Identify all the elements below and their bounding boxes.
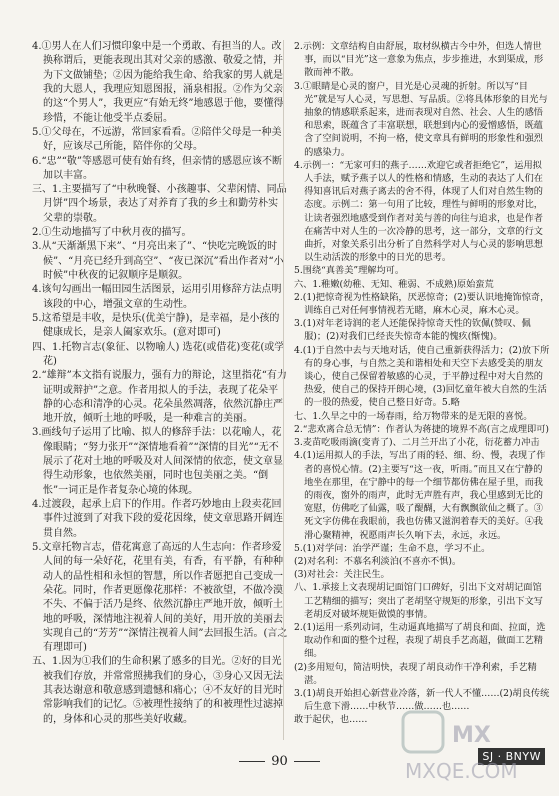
answer-entry: 4.①男人在人们习惯印象中是一个勇敢、有担当的人。改换称谓后，更能表现出其对父亲的感激、敬爱之情，并为下文做铺垫；②因为能给我生命、给我家的男人就是我的大恩人，我理应知恩图报，涌泉相报。②作为父亲的这“个男人”，我更应“有始无终”地感恩于他，要懂得珍惜，不能让他受半点委屈。 [32,41,284,124]
answer-entry: 2.示例：文章结构自由舒展，取材纵横古今中外，但选人情世事，而以“目光”这一意象为焦点，步步推进，水到渠成，形散而神不散。 [294,41,544,79]
answer-entry: 5.①父母在，不远游，常回家看看。②陪伴父母是一种美好，应该尽己所能，陪伴你的父母。 [32,126,282,153]
svg-text:MXQE.COM: MXQE.COM [405,759,518,783]
answer-entry: 4.(1)运用拟人的手法，写出了雨的轻、细、纷、慢，表现了作者的喜悦心情。(2)主要写“这一夜，听雨。”而且又在宁静的地坐在那里，在宁静中的每一个细节都仿佛在屋子里，而我的雨夜，窗外的雨声，此时无声胜有声，我心里感到无比的宽慰，仿佛吃了仙露，吸了醍醐，大有飘飘欲仙之概了。③死文字仿佛在我眼前，我也仿佛又滋润着春天的美好。④我滑心聚精神，祝愿雨声长久响下去，永远，永远。 [294,450,546,541]
answer-entry: 3.画线句子运用了比喻、拟人的修辞手法：以花喻人，花像眼睛；“努力张开”“深情地看着”“深情的目光”“无不展示了花对土地的呼吸及对人间深情的依恋，使文章显得生动形象，也依然美丽，同时也包美丽之美。“倒怅”一词正是作者复杂心境的体现。 [32,427,283,496]
book-code-badge: SJ · BNYW [478,748,545,765]
answer-entry: 3.从“天渐渐黑下来”、“月亮出来了”、“快吃完晚饭的时候”、“月亮已经升到高空”、“夜已深沉”看出作者对“小时候”中秋夜的记叙顺序是顺叙。 [32,241,284,281]
answer-entry: 三、1.主要描写了“中秋晚餐、小孩趣事、父辈闲情、同品月饼”四个场景，表达了对养育了我的乡土和勤劳朴实父辈的崇敬。 [32,184,287,224]
column-divider [283,40,284,740]
right-column [294,40,550,727]
answer-entry: 3.(1)胡良开始担心新营业冷落，新一代人不懂……(2)胡良传统后生意下滑……中秋节……做……也…… [294,687,550,713]
answer-entry: 2.①生动地描写了中秋月夜的描写。 [32,227,192,239]
svg-text:MX: MX [452,723,491,748]
answer-entry: 六、1.稚嫩(幼稚、无知、稚弱、不成熟)原始蛮荒 [294,278,494,290]
answer-entry: 3.①眼睛是心灵的窗户，目光是心灵魂的折射。所以写“目光”就是写人心灵，写思想、写品质。②将具体形象的目光与抽象的情感联系起来，进而表现对自然、社会、人生的感悟和思索，既蕴含了丰富联想，联想到内心的爱憎感悟，既蕴含了空间说明，不拘一格，使文章具有鲜明的形象性和强烈的感染力。 [294,80,548,158]
answer-entry: 4.过渡段，起承上启下的作用。作者巧妙地由上段卖花回事件过渡到了对我下段的爱花因缘，使文章思路开阔连贯自然。 [32,499,283,539]
answer-entry: 2.(1)运用一系列动词，生动逼真地描写了胡良和面、拉面，选取动作和面的整个过程，表现了胡良手艺高超，做面工艺精细。 [294,621,546,660]
answer-entry: 4.(1)于自然中去与天地对话，使自己重新获得活力；(2)放下所有的身心事，与自然之美和谐相处和天空下去感受美的朋友谈心，使自己保留着敏感的心灵，于平静过程中对大自然的热爱，使自己的保持开朗心境，(3)回忆童年被大自然的生活的一股的热爱，使自己整日好奇。5.略 [294,344,550,409]
answer-entry: 2.“悲欢离合总无情”：作者认为蒋捷的境界不高(言之成理即可) [294,423,550,435]
answer-entry: 八、1.承接上文表现胡记面馆门口碑好，引出下文对胡记面馆工艺精细的描写；突出了老胡坚守规矩的形象，引出下文写老胡反对破坏规矩做馍的事情。 [294,582,543,620]
watermark-logo [397,706,547,786]
page-number: 90 [271,754,288,769]
answer-entry: 七、1.久旱之中的一场春雨，给万物带来的是无限的喜悦。 [294,410,533,422]
answer-entry: (2)对名利：不慕名利淡泊(不喜亦不惧)。 [294,555,462,567]
answer-entry: (3)对社会：关注民生。 [294,569,390,581]
answer-entry: 5.文章托物言志，借花寓意了高远的人生志向：作者珍爱人间的每一朵好花，花里有美，有香，有平静，有种种动人的品性相和永恒的智慧，所以作者愿把自己变成一朵花。同时，作者更愿像花那样：不被欲望，不做冷漠不失、不偏于活乃是终、依然沉静庄严地开放，倾听土地的呼吸，深情地注视着人间的美好，用开放的美丽去实现自己的“芳芳”“深情注视着人间”去回报生活。(言之有理即可) [32,541,288,654]
answer-entry: 3.麦苗吃吸雨滴(变青了)、二月兰开出了小花，衍花蓄力冲击 [294,437,540,449]
answer-entry: 2.“雄辩”本文指有说服力，强有力的辩论，这里指花“有力证明或辩护”之意。作者用拟人的手法，表现了花朵平静的心态和清净的心灵。花朵虽然凋落，依然沉静庄严地开放，倾听土地的呼吸，是一种难言的美丽。 [32,370,287,425]
answer-entry: 2.(1)把惊奇视为性格缺陷，厌恶惊奇；(2)要认识地掩饰惊奇，训练自己对任何事情视若无睹，麻木心灵，麻木心灵。 [294,291,550,317]
left-column [32,40,288,727]
answer-entry: 6.“忠”“敬”等感恩可使有始有终，但亲情的感恩应该不断加以丰富。 [32,155,282,181]
answer-entry: 5.围绕“真善美”理解均可。 [294,265,405,277]
answer-entry: 敢于起伏，也…… [294,714,368,726]
answer-entry: 五、1.因为①我们的生命积累了感多的目光。②好的目光被我们存放，并常常照拂我们的身心，③身心又因无法其表达谢意和敬意感到遗憾和痛心；④不友好的目光时常影响我们的记忆。⑤被理性接纳了的和被理性过滤掉的，身体和心灵的那些美好收藏。 [32,656,283,725]
answer-entry: 4.该句勾画出一幅田园生活图景，运用引用修辞方法点明该段的中心，增强文章的生动性。 [32,284,282,310]
answer-entry: 3.(1)对年老诗润的老人还能保持惊奇天性的钦佩(赞叹、佩服)；(2)对我们已经丧失惊奇本能的愧疚(惭愧)。 [294,318,531,343]
footer-dash-left [239,761,265,762]
answer-entry: (2)多用短句，简洁明快，表现了胡良动作干净利索，手艺精湛。 [294,661,537,686]
answer-entry: 四、1.托物言志(象征、以物喻人) 选花(或借花)变花(或学花) [32,341,285,367]
footer-dash-right [294,761,320,762]
answer-entry: 5.(1)对学问：治学严谨；生命不息，学习不止。 [294,542,491,554]
answer-entry: 4.示例一：“无家可归的燕子……欢迎它或者拒绝它”，运用拟人手法，赋予燕子以人的性格和情感，生动的表达了人们在得知喜讯后对燕子离去的舍不得，体现了人们对自然生物的态度。示例二：第一句用了比较，理性与鲜明的形象对比，让读者强烈地感受到作者对美与善的向往与追求，也是作者在痛苦中对人生的一次冷静的思考，这一部分，文章的行文曲折，对象关系引出分析了自然科学对人与心灵的影响思想以生动活泼的形象中的日光的思考。 [294,159,543,264]
answer-entry: 5.这希望是丰收，是快乐(优美宁静)，是幸福，是小孩的健康成长，是亲人阖家欢乐。(意对即可) [32,312,280,339]
